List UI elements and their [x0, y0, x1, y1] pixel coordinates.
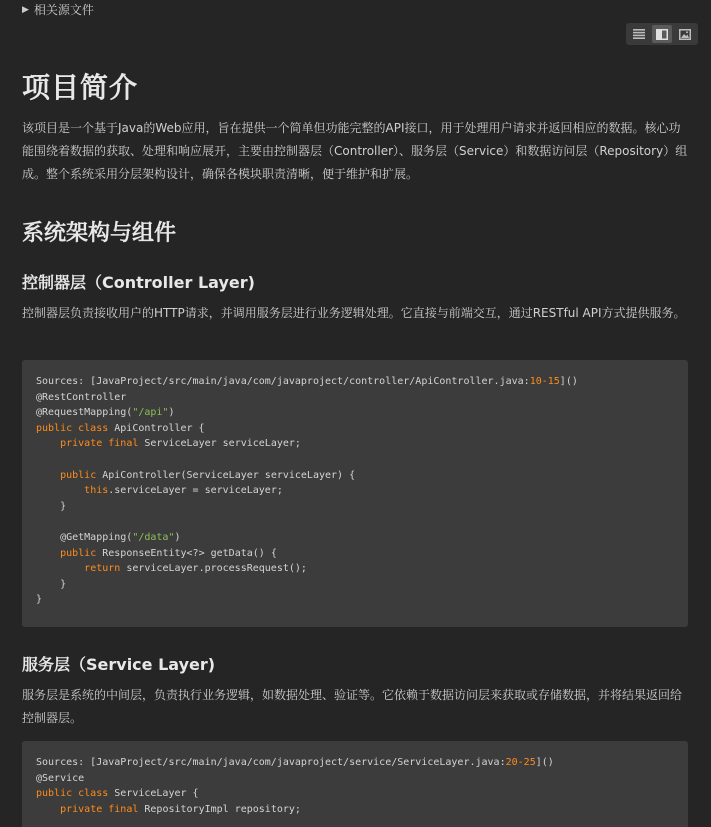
code-token: public class — [36, 422, 109, 434]
section-title: 系统架构与组件 — [22, 221, 177, 246]
code-token — [36, 470, 60, 481]
code-token: @RestController — [36, 391, 127, 403]
intro-paragraph: 该项目是一个基于Java的Web应用，旨在提供一个简单但功能完整的API接口，用于处理用户请求并返回相应的数据。核心功能围绕着数据的获取、处理和响应展开，主要由控制器层（Controller）、服务层（Service）和数据访问层（Repository）组成。整个系统采用分层架构设计，确保各模块职责清晰，便于维护和扩展。 — [22, 121, 688, 181]
code-token: ) — [174, 531, 181, 543]
page-title: 项目简介 — [22, 71, 139, 104]
code-token: @GetMapping( — [36, 531, 133, 543]
code-token: ]() — [535, 757, 554, 768]
code-token — [36, 563, 84, 574]
code-line — [36, 530, 674, 546]
code-line — [36, 405, 674, 421]
code-token: private final — [60, 438, 139, 450]
controller-heading: 控制器层（Controller Layer) — [22, 273, 255, 292]
code-token: "/api" — [132, 407, 169, 419]
code-token — [36, 548, 60, 559]
code-line — [36, 468, 674, 484]
service-description: 服务层是系统的中间层，负责执行业务逻辑，如数据处理、验证等。它依赖于数据访问层来获取或存储数据，并将结果返回给控制器层。 — [22, 688, 683, 725]
code-line — [36, 592, 674, 608]
code-token — [36, 438, 60, 449]
list-icon — [633, 29, 645, 39]
image-icon — [679, 29, 691, 40]
code-token: public — [60, 469, 97, 481]
service-heading: 服务层（Service Layer) — [22, 655, 216, 674]
code-line — [36, 786, 674, 802]
service-code-block — [22, 741, 688, 827]
code-token: ]() — [559, 376, 578, 387]
code-token: return — [84, 563, 121, 575]
code-line — [36, 390, 674, 406]
code-token: ApiController(ServiceLayer serviceLayer) { — [96, 469, 356, 481]
code-line — [36, 452, 674, 468]
split-view-icon — [656, 29, 668, 40]
code-token: ) — [168, 407, 175, 419]
code-token: serviceLayer.processRequest(); — [120, 563, 307, 575]
code-line — [36, 374, 674, 390]
code-token — [36, 485, 84, 496]
code-token: @RequestMapping( — [36, 407, 133, 419]
code-token: "/data" — [132, 531, 175, 543]
code-token: this — [84, 485, 109, 497]
code-token: Sources: [JavaProject/src/main/java/com/javaproject/service/ServiceLayer.java: — [36, 757, 506, 768]
code-line — [36, 802, 674, 818]
code-token: 20-25 — [505, 757, 536, 768]
code-line — [36, 421, 674, 437]
split-view-button[interactable] — [652, 25, 672, 43]
code-token: @Service — [36, 772, 85, 784]
controller-code-block — [22, 360, 688, 627]
code-token: } — [36, 578, 67, 590]
code-token — [36, 804, 60, 815]
triangle-right-icon: ▶ — [22, 4, 29, 15]
code-token: ApiController { — [108, 422, 205, 434]
view-toolbar — [626, 23, 698, 45]
code-line — [36, 499, 674, 515]
related-sources-toggle[interactable] — [22, 1, 94, 18]
code-token: } — [36, 594, 43, 606]
controller-description: 控制器层负责接收用户的HTTP请求，并调用服务层进行业务逻辑处理。它直接与前端交互，通过RESTful API方式提供服务。 — [22, 306, 686, 320]
code-token: ResponseEntity<?> getData() { — [96, 547, 277, 559]
code-line — [36, 546, 674, 562]
code-token: .serviceLayer = serviceLayer; — [108, 485, 283, 497]
code-token: public class — [36, 788, 109, 800]
code-token: Sources: [JavaProject/src/main/java/com/javaproject/controller/ApiController.java: — [36, 376, 530, 387]
code-token: 10-15 — [529, 376, 560, 387]
code-line — [36, 514, 674, 530]
code-token: public — [60, 547, 97, 559]
image-view-button[interactable] — [675, 25, 695, 43]
code-line — [36, 771, 674, 787]
code-line — [36, 755, 674, 771]
related-sources-label: 相关源文件 — [33, 3, 94, 17]
code-token: ServiceLayer { — [108, 788, 199, 800]
code-token: RepositoryImpl repository; — [138, 803, 301, 815]
code-token: private final — [60, 803, 139, 815]
list-view-button[interactable] — [629, 25, 649, 43]
code-line — [36, 561, 674, 577]
code-token: } — [36, 500, 67, 512]
code-line — [36, 577, 674, 593]
code-token: ServiceLayer serviceLayer; — [138, 438, 301, 450]
code-line — [36, 483, 674, 499]
code-line — [36, 436, 674, 452]
